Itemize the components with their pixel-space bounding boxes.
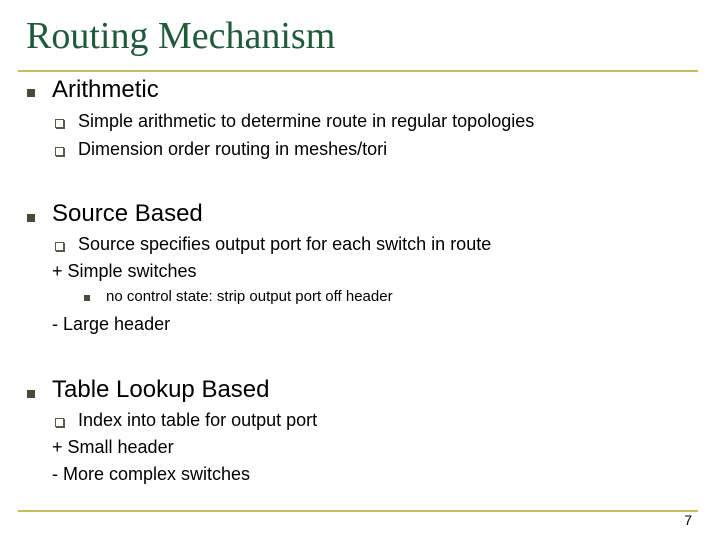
section-heading-source: Source Based bbox=[52, 200, 203, 227]
footer-divider bbox=[18, 510, 698, 512]
con-note: - More complex switches bbox=[52, 464, 251, 484]
list-item: Index into table for output port bbox=[78, 410, 318, 430]
checkbox-bullet-icon bbox=[55, 119, 64, 128]
sub-bullet-icon bbox=[84, 295, 90, 301]
section-heading-arithmetic: Arithmetic bbox=[52, 76, 159, 103]
section-bullet-icon bbox=[27, 214, 35, 222]
page-number: 7 bbox=[684, 512, 692, 528]
con-note: - Large header bbox=[52, 314, 171, 334]
list-item: no control state: strip output port off header bbox=[106, 288, 393, 305]
section-heading-table: Table Lookup Based bbox=[52, 376, 270, 403]
pro-note: + Small header bbox=[52, 437, 174, 457]
section-bullet-icon bbox=[27, 390, 35, 398]
pro-note: + Simple switches bbox=[52, 261, 197, 281]
section-bullet-icon bbox=[27, 89, 35, 97]
checkbox-bullet-icon bbox=[55, 418, 64, 427]
checkbox-bullet-icon bbox=[55, 147, 64, 156]
title-divider bbox=[18, 70, 698, 72]
list-item: Dimension order routing in meshes/tori bbox=[78, 139, 388, 159]
list-item: Simple arithmetic to determine route in regular topologies bbox=[78, 111, 535, 131]
slide-title: Routing Mechanism bbox=[26, 15, 336, 57]
checkbox-bullet-icon bbox=[55, 242, 64, 251]
list-item: Source specifies output port for each switch in route bbox=[78, 234, 492, 254]
